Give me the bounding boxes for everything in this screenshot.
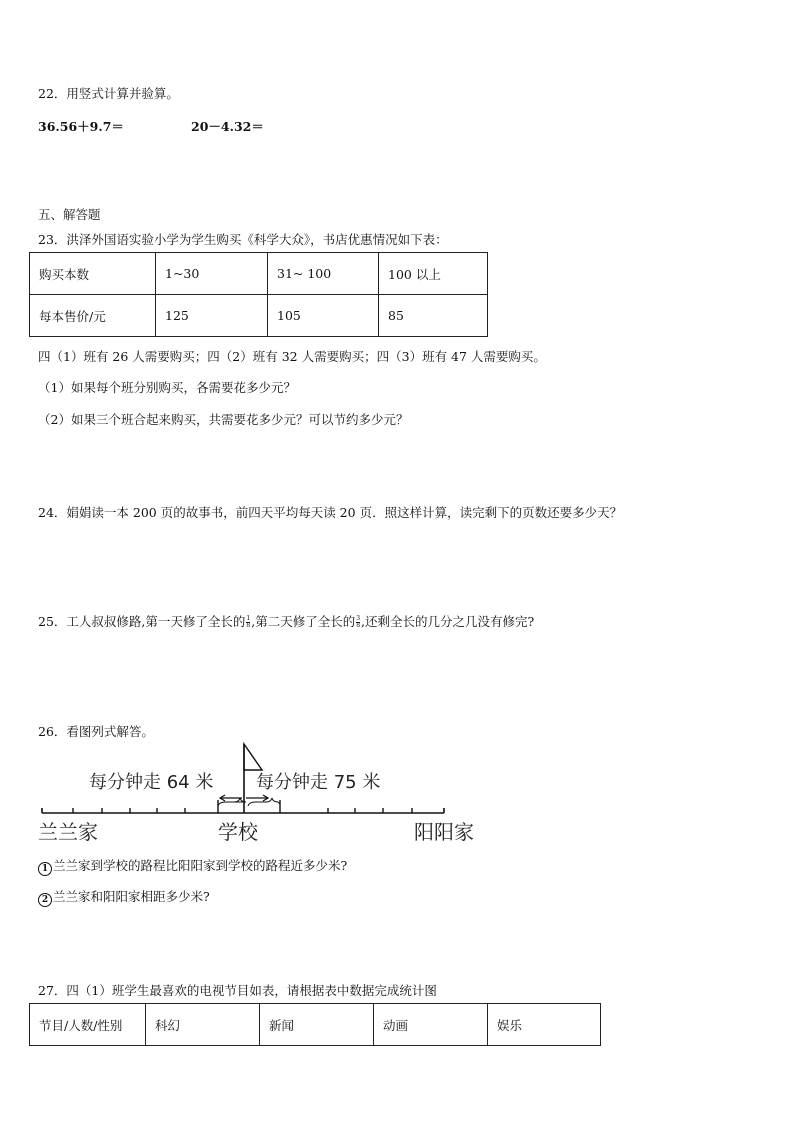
table-cell: 100 以上 — [379, 253, 488, 295]
q25-text — [38, 612, 534, 630]
table-cell: 1~30 — [156, 253, 268, 295]
q23-price-table — [29, 252, 488, 337]
q26-sub1 — [38, 856, 347, 876]
fraction-numerator: 1 — [246, 615, 251, 622]
circled-number-1: 1 — [38, 862, 52, 876]
q26-title: 26．看图列式解答。 — [38, 724, 154, 739]
q25-part2: ,第二天修了全长的 — [251, 614, 356, 629]
table-cell: 购买本数 — [30, 253, 156, 295]
table-cell: 85 — [379, 295, 488, 337]
q25-part3: ,还剩全长的几分之几没有修完? — [361, 614, 535, 629]
table-header-cell: 新闻 — [260, 1004, 374, 1046]
q25-fraction-2 — [356, 616, 360, 629]
q23-sub2: （2）如果三个班合起来购买，共需要花多少元？可以节约多少元？ — [38, 412, 409, 427]
q22-expr1: 36.56＋9.7＝ — [38, 119, 124, 134]
section5-title: 五、解答题 — [38, 207, 101, 222]
left-home-label: 兰兰家 — [38, 820, 98, 844]
table-cell: 105 — [268, 295, 379, 337]
table-header-cell: 动画 — [374, 1004, 488, 1046]
q25-fraction-1 — [246, 616, 250, 629]
school-label: 学校 — [218, 820, 258, 844]
table-header-cell: 娱乐 — [488, 1004, 601, 1046]
q27-title: 27．四（1）班学生最喜欢的电视节目如表，请根据表中数据完成统计图 — [38, 983, 437, 998]
right-home-label: 阳阳家 — [414, 820, 474, 844]
table-row — [30, 295, 488, 337]
circled-number-2: 2 — [38, 893, 52, 907]
q26-sub2-text: 兰兰家和阳阳家相距多少米? — [53, 889, 210, 904]
q25-part1: 25．工人叔叔修路,第一天修了全长的 — [38, 614, 246, 629]
table-header-cell: 科幻 — [146, 1004, 260, 1046]
table-row — [30, 1004, 601, 1046]
q26-sub1-text: 兰兰家到学校的路程比阳阳家到学校的路程近多少米? — [53, 858, 348, 873]
q26-sub2 — [38, 887, 210, 907]
q22-expr2: 20－4.32＝ — [191, 119, 264, 134]
q22-title: 22．用竖式计算并验算。 — [38, 86, 179, 101]
table-header-cell: 节目/人数/性别 — [30, 1004, 146, 1046]
table-cell: 125 — [156, 295, 268, 337]
q24-text: 24．娟娟读一本 200 页的故事书，前四天平均每天读 20 页．照这样计算，读完剩下的页数还要多少天？ — [38, 505, 623, 520]
q23-title: 23．洪泽外国语实验小学为学生购买《科学大众》，书店优惠情况如下表： — [38, 232, 448, 247]
fraction-numerator: 3 — [356, 615, 361, 622]
q23-info: 四（1）班有 26 人需要购买；四（2）班有 32 人需要购买；四（3）班有 47 人需要购买。 — [38, 349, 546, 364]
q23-sub1: （1）如果每个班分别购买，各需要花多少元？ — [38, 380, 296, 395]
table-cell: 每本售价/元 — [30, 295, 156, 337]
q27-tv-table — [29, 1003, 601, 1046]
table-row — [30, 253, 488, 295]
left-speed-label: 每分钟走 64 米 — [89, 772, 214, 793]
fraction-denominator: 8 — [246, 622, 251, 629]
right-speed-label: 每分钟走 75 米 — [256, 772, 381, 793]
fraction-denominator: 8 — [356, 622, 361, 629]
q26-route-diagram — [30, 738, 490, 850]
table-cell: 31~ 100 — [268, 253, 379, 295]
